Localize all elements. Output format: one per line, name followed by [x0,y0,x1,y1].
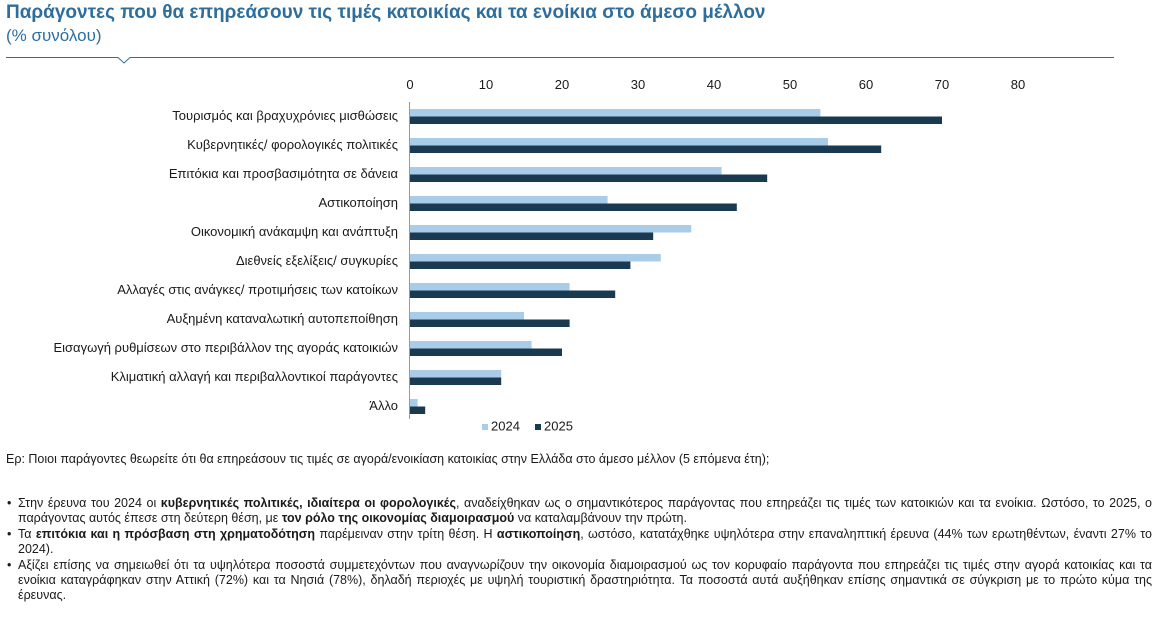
legend-swatch-2024 [482,424,488,430]
bar-2024 [410,167,722,175]
bar-2025 [410,349,562,357]
category-label: Κυβερνητικές/ φορολογικές πολιτικές [187,137,398,152]
x-tick-label: 0 [406,77,414,92]
x-tick-label: 30 [630,77,646,92]
x-tick-label: 20 [554,77,570,92]
note-text: παρέμειναν στην τρίτη θέση. Η [314,527,497,541]
note-text: Τα [18,527,36,541]
bar-2025 [410,378,501,386]
note-text: να καταλαμβάνουν την πρώτη. [514,511,687,525]
bar-2025 [410,146,881,154]
x-tick-label: 50 [782,77,798,92]
bar-2024 [410,341,532,349]
note-text: Αξίζει επίσης να σημειωθεί ότι τα υψηλότερα ποσοστά συμμετεχόντων που αναγνωρίζουν την οικονομία διαμοιρασμού ως τον κορυφαίο παράγοντα που επηρεάζει τις τιμές στην αγορά κατοικίας και τα ενοίκια καταγράφηκαν στην Αττική (72%) και τα Νησιά (78%), δηλαδή περιοχές με υψηλή τουριστική δραστηριότητα. Τα ποσοστά αυτά αυξήθηκαν επίσης σημαντικά σε σύγκριση με το πρώτο κύμα της έρευνας. [18,558,1152,602]
category-label: Εισαγωγή ρυθμίσεων στο περιβάλλον της αγοράς κατοικιών [53,340,398,355]
x-tick-label: 80 [1010,77,1026,92]
bar-2024 [410,370,501,378]
x-tick-label: 70 [934,77,950,92]
bar-2024 [410,109,820,117]
note-text: , ωστόσο, κατατάχθηκε υψηλότερα στην επαναληπτική έρευνα (44% των ερωτηθέντων, έναντι 27% το 2024). [18,527,1152,556]
bar-2024 [410,312,524,320]
category-label: Αυξημένη καταναλωτική αυτοπεποίθηση [166,311,398,326]
bar-2024 [410,283,570,291]
note-item [6,527,1152,557]
note-item [6,496,1152,526]
category-label: Τουρισμός και βραχυχρόνιες μισθώσεις [172,108,398,123]
x-tick-label: 60 [858,77,874,92]
legend-label: 2024 [491,418,520,434]
legend-swatch-2025 [535,424,541,430]
category-label: Αστικοποίηση [318,195,398,210]
category-label: Οικονομική ανάκαμψη και ανάπτυξη [190,224,398,239]
note-emphasis: κυβερνητικές πολιτικές, ιδιαίτερα οι φορολογικές [160,496,456,510]
bar-2024 [410,399,418,407]
chart-subtitle: (% συνόλου) [6,26,102,45]
legend-label: 2025 [544,418,573,434]
category-label: Κλιματική αλλαγή και περιβαλλοντικοί παράγοντες [110,369,398,384]
bar-2024 [410,225,691,233]
bar-2025 [410,204,737,212]
bar-2024 [410,254,661,262]
x-tick-label: 10 [478,77,494,92]
bar-2025 [410,262,630,270]
survey-question: Ερ: Ποιοι παράγοντες θεωρείτε ότι θα επηρεάσουν τις τιμές σε αγορά/ενοικίαση κατοικίας στην Ελλάδα στο άμεσο μέλλον (5 επόμενα έτη); [6,452,770,466]
bar-2025 [410,407,425,415]
category-label: Διεθνείς εξελίξεις/ συγκυρίες [235,253,398,268]
notes-list [6,496,1152,604]
note-item [6,558,1152,603]
category-label: Άλλο [369,398,398,413]
note-emphasis: τον ρόλο της οικονομίας διαμοιρασμού [281,511,515,525]
bar-2025 [410,233,653,241]
note-text: , αναδείχθηκαν ως ο σημαντικότερος παράγοντας που επηρεάζει τις τιμές των κατοικιών και τα ενοίκια. Ωστόσο, το 2025, ο παράγοντας αυτός έπεσε στη δεύτερη θέση, με [18,496,1152,525]
chart-title: Παράγοντες που θα επηρεάσουν τις τιμές κατοικίας και τα ενοίκια στο άμεσο μέλλον [6,2,766,23]
bar-2025 [410,320,570,328]
note-emphasis: αστικοποίηση [496,527,581,541]
bar-2025 [410,175,767,183]
bar-2024 [410,138,828,146]
bar-2025 [410,291,615,299]
category-label: Επιτόκια και προσβασιμότητα σε δάνεια [168,166,398,181]
note-emphasis: επιτόκια και η πρόσβαση στη χρηματοδότηση [35,527,315,541]
x-tick-label: 40 [706,77,722,92]
category-label: Αλλαγές στις ανάγκες/ προτιμήσεις των κατοίκων [117,282,398,297]
bar-2024 [410,196,608,204]
bar-2025 [410,117,942,125]
note-text: Στην έρευνα του 2024 οι [18,496,161,510]
header-divider [6,0,1114,70]
bar-chart [0,70,1161,445]
